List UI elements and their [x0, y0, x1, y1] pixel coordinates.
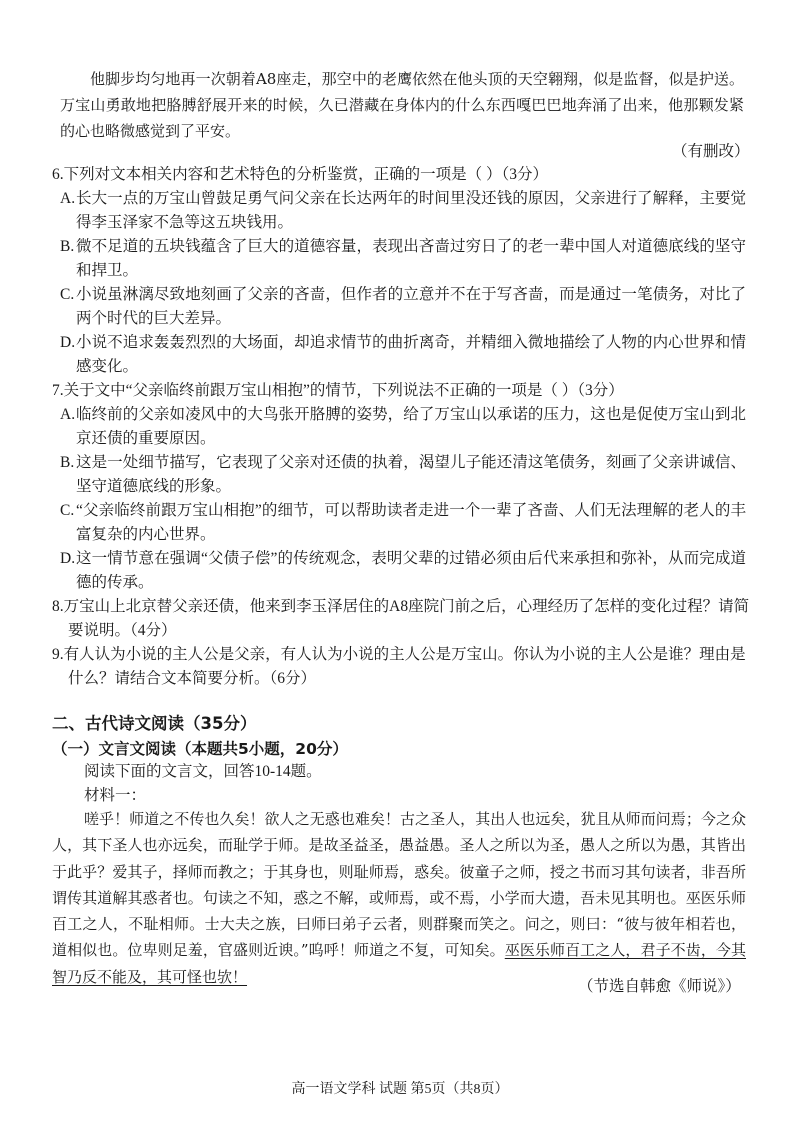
option-text: 这是一处细节描写，它表现了父亲对还债的执着，渴望儿子能还清这笔债务，刻画了父亲讲诚信、坚守道德底线的形象。	[76, 454, 746, 495]
option-text: 这一情节意在强调“父债子偿”的传统观念，表明父辈的过错必须由后代来承担和弥补，从而完成道德的传承。	[76, 550, 746, 591]
question-6-option-d	[60, 331, 746, 379]
option-text: 临终前的父亲如凌风中的大鸟张开胳膊的姿势，给了万宝山以承诺的压力，这也是促使万宝山到北京还债的重要原因。	[76, 406, 746, 447]
option-label: D.	[60, 550, 76, 567]
question-8-text: 8.万宝山上北京替父亲还债，他来到李玉泽居住的A8座院门前之后，心理经历了怎样的变化过程？请简要说明。（4分）	[52, 598, 750, 639]
classical-underlined-sentence: 巫医乐师百工之人，君子不齿，今其智乃反不能及，其可怪也欤！	[52, 941, 746, 986]
option-text: 微不足道的五块钱蕴含了巨大的道德容量，表现出吝啬过穷日了的老一辈中国人对道德底线的坚守和捍卫。	[76, 238, 746, 279]
option-text: 小说虽淋漓尽致地刻画了父亲的吝啬，但作者的立意并不在于写吝啬，而是通过一笔债务，对比了两个时代的巨大差异。	[76, 286, 746, 327]
question-6-option-a	[60, 187, 746, 235]
question-8-stem	[52, 595, 752, 643]
question-6-option-c	[60, 283, 746, 331]
option-text: 小说不追求轰轰烈烈的大场面，却追求情节的曲折离奇，并精细入微地描绘了人物的内心世界和情感变化。	[76, 334, 746, 375]
classical-main-text: 嗟乎！师道之不传也久矣！欲人之无惑也难矣！古之圣人，其出人也远矣，犹且从师而问焉；今之众人，其下圣人也亦远矣，而耻学于师。是故圣益圣，愚益愚。圣人之所以为圣，愚人之所以为愚，其皆出于此乎？爱其子，择师而教之；于其身也，则耻师焉，惑矣。彼童子之师，授之书而习其句读者，非吾所谓传其道解其惑者也。句读之不知，惑之不解，或师焉，或不焉，小学而大遗，吾未见其明也。巫医乐师百工之人，不耻相师。士大夫之族，曰师曰弟子云者，则群聚而笑之。问之，则曰：“彼与彼年相若也，道相似也。位卑则足羞，官盛则近谀。”呜呼！师道之不复，可知矣。	[52, 810, 746, 960]
classical-citation: （节选自韩愈《师说》）	[578, 977, 741, 995]
section-2-sub1-title: （一）文言文阅读（本题共5小题，20分）	[52, 740, 348, 758]
option-text: 长大一点的万宝山曾鼓足勇气问父亲在长达两年的时间里没还钱的原因，父亲进行了解释，主要觉得李玉泽家不急等这五块钱用。	[76, 190, 746, 231]
option-label: C.	[60, 502, 75, 519]
section-2-instruction: 阅读下面的文言文，回答10-14题。	[84, 763, 322, 780]
question-7-option-d	[60, 547, 746, 595]
section-2-title: 二、古代诗文阅读（35分）	[52, 714, 257, 733]
option-label: B.	[60, 454, 75, 471]
question-6-stem: 6.下列对文本相关内容和艺术特色的分析鉴赏，正确的一项是（ ）（3分）	[52, 166, 549, 183]
option-label: B.	[60, 238, 75, 255]
question-9-text: 9.有人认为小说的主人公是父亲，有人认为小说的主人公是万宝山。你认为小说的主人公是谁？理由是什么？请结合文本简要分析。（6分）	[52, 646, 746, 687]
option-label: C.	[60, 286, 75, 303]
option-label: D.	[60, 334, 76, 351]
material-label: 材料一：	[84, 787, 147, 804]
question-7-stem: 7.关于文中“父亲临终前跟万宝山相抱”的情节，下列说法不正确的一项是（ ）（3分）	[52, 382, 624, 399]
question-7-option-a	[60, 403, 746, 451]
question-6-option-b	[60, 235, 746, 283]
source-note: （有删改）	[672, 142, 750, 160]
option-label: A.	[60, 406, 76, 423]
question-7-option-b	[60, 451, 746, 499]
question-9-stem	[52, 643, 752, 691]
classical-passage	[52, 806, 746, 990]
story-passage: 他脚步均匀地再一次朝着A8座走，那空中的老鹰依然在他头顶的天空翱翔，似是监督，似是护送。万宝山勇敢地把胳膊舒展开来的时候，久已潜藏在身体内的什么东西嘎巴巴地奔涌了出来，他那颗发紧的心也略微感觉到了平安。	[60, 70, 744, 140]
option-text: “父亲临终前跟万宝山相抱”的细节，可以帮助读者走进一个一辈了吝啬、人们无法理解的老人的丰富复杂的内心世界。	[76, 502, 746, 543]
option-label: A.	[60, 190, 76, 207]
question-7-option-c	[60, 499, 746, 547]
page-footer: 高一语文学科 试题 第5页（共8页）	[291, 1082, 509, 1097]
